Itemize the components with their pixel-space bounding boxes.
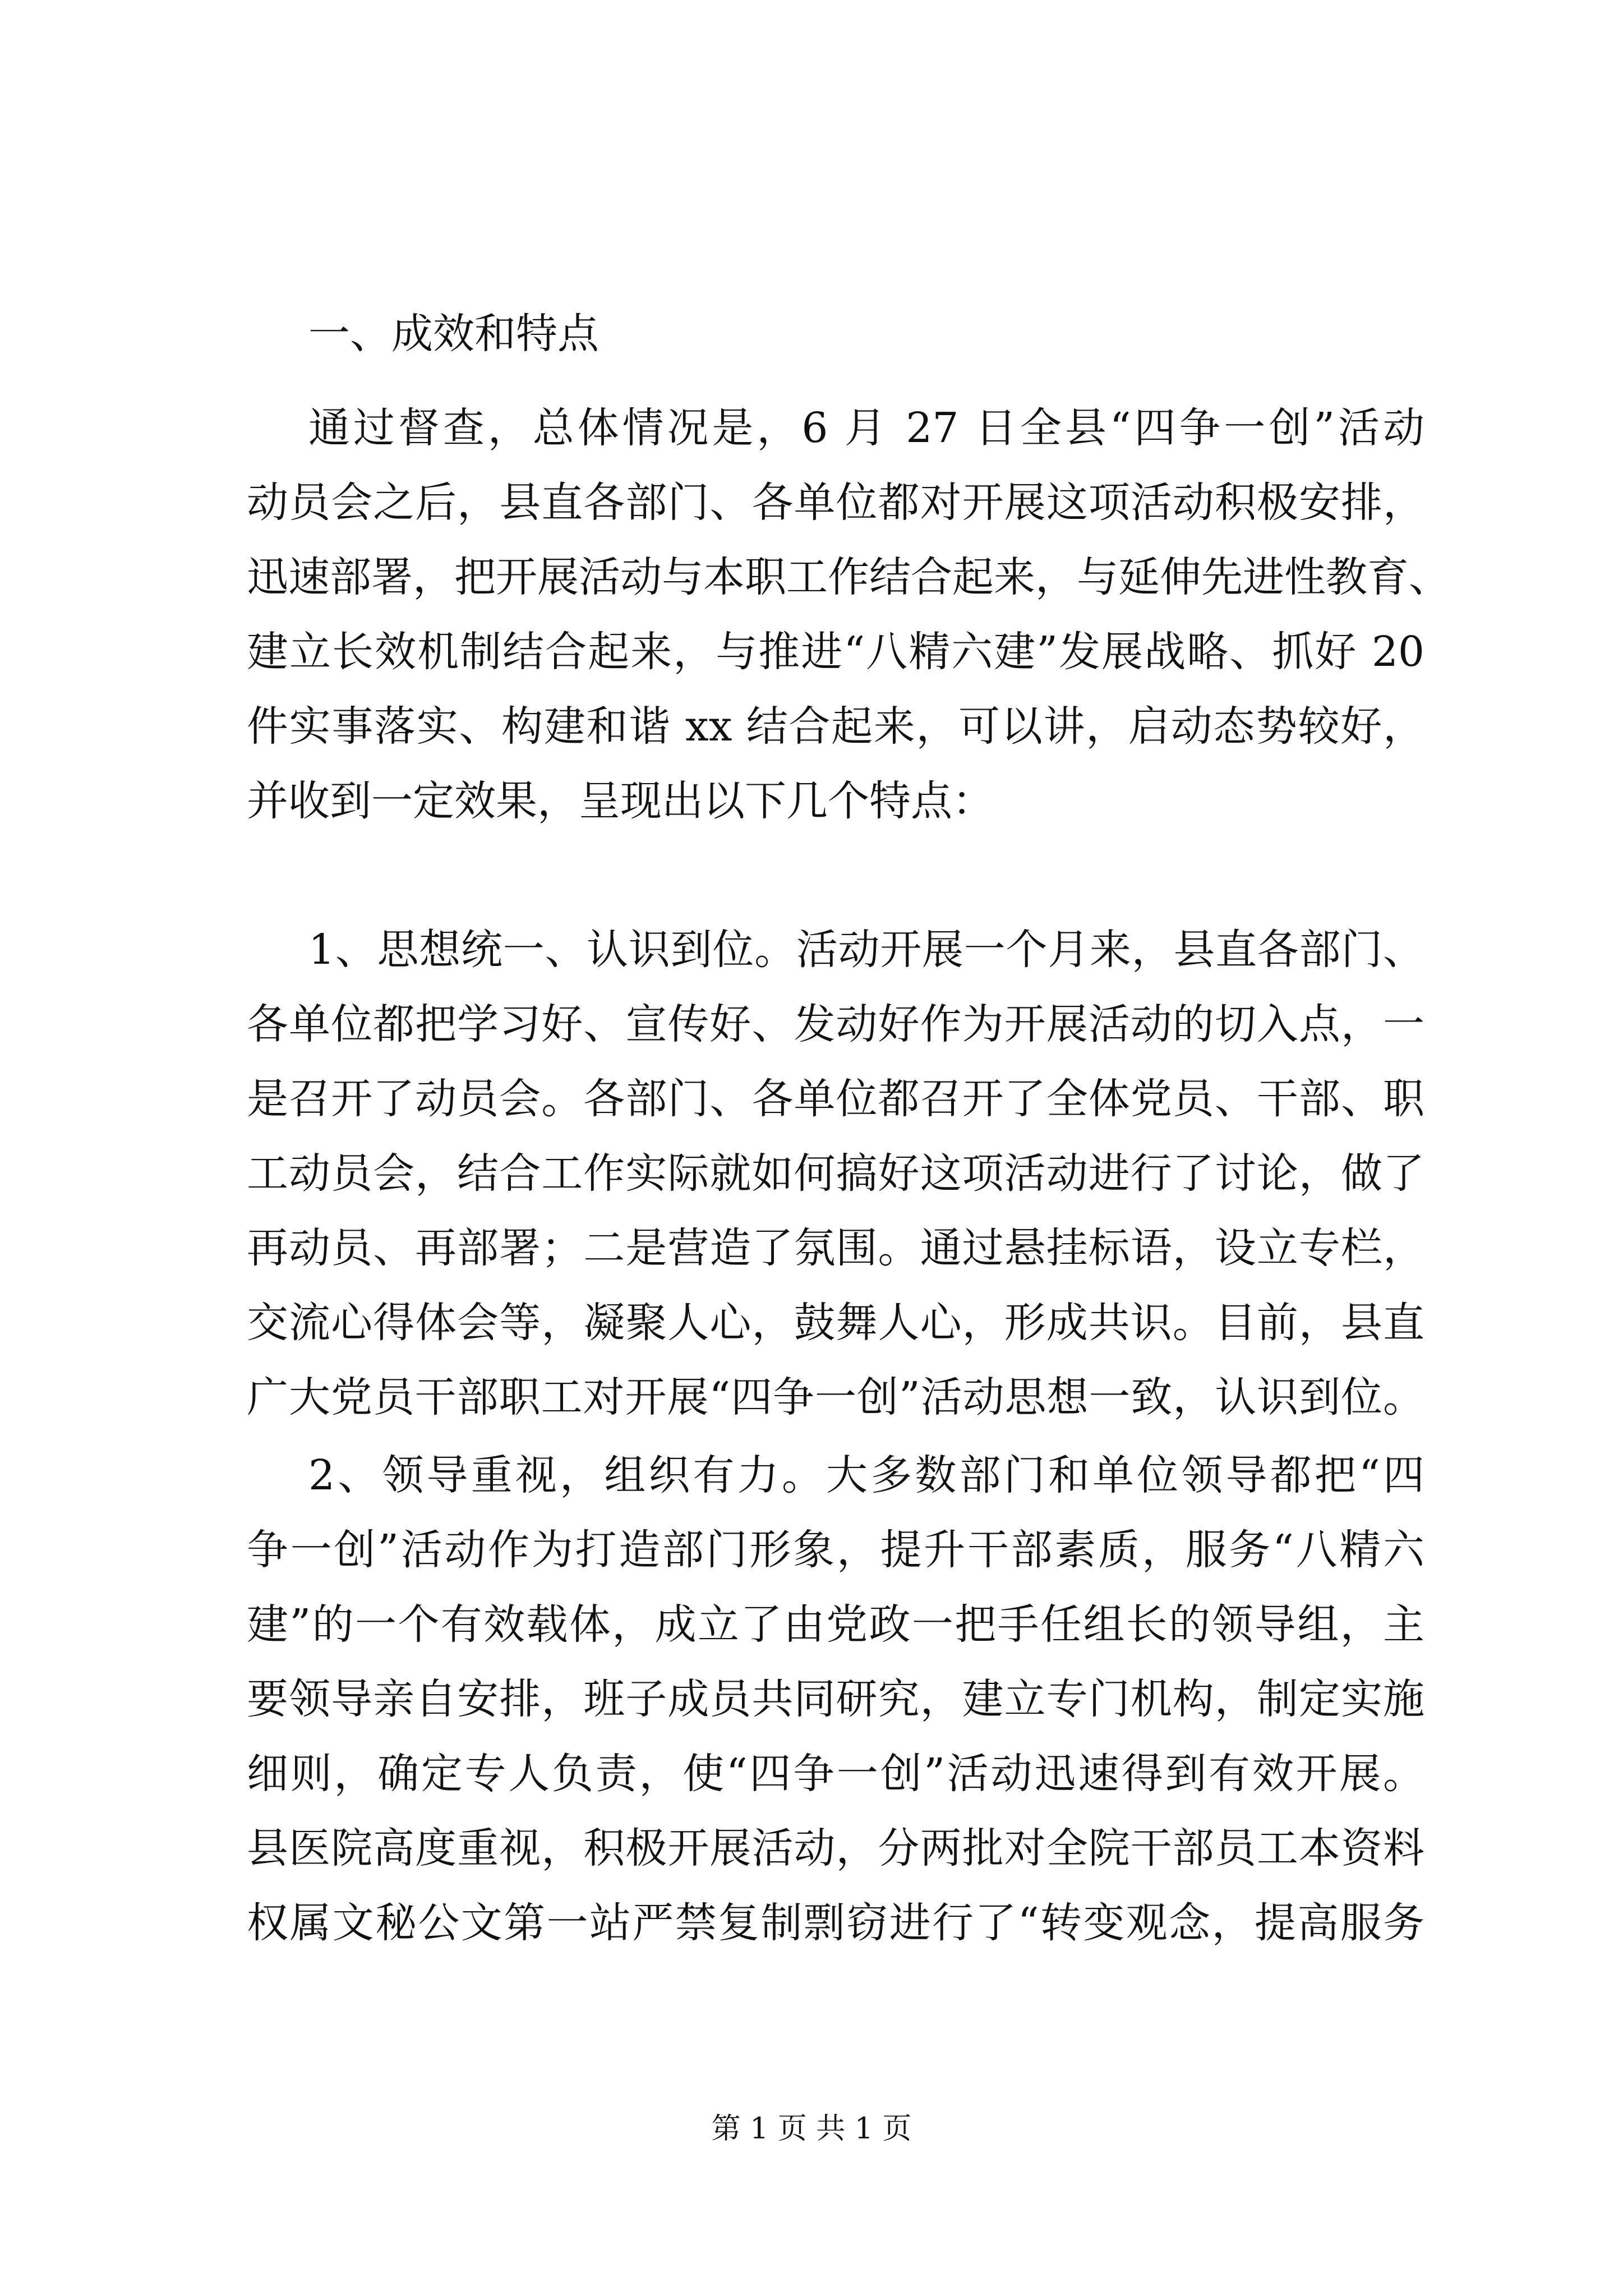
text-line: 工动员会，结合工作实际就如何搞好这项活动进行了讨论，做了	[247, 1149, 1424, 1198]
text-line: 争一创”活动作为打造部门形象，提升干部素质，服务“八精六	[247, 1526, 1424, 1574]
text-line: 细则，确定专人负责，使“四争一创”活动迅速得到有效开展。	[247, 1750, 1424, 1798]
text-line: 县医院高度重视，积极开展活动，分两批对全院干部员工本资料	[247, 1824, 1424, 1872]
text-line: 迅速部署，把开展活动与本职工作结合起来，与延伸先进性教育、	[247, 553, 1450, 601]
text-line: 2、领导重视，组织有力。大多数部门和单位领导都把“四	[308, 1451, 1424, 1499]
text-line: 建”的一个有效载体，成立了由党政一把手任组长的领导组，主	[247, 1600, 1424, 1649]
text-line: 各单位都把学习好、宣传好、发动好作为开展活动的切入点，一	[247, 1000, 1424, 1048]
text-line: 广大党员干部职工对开展“四争一创”活动思想一致，认识到位。	[247, 1373, 1424, 1421]
text-line: 是召开了动员会。各部门、各单位都召开了全体党员、干部、职	[247, 1075, 1424, 1123]
text-line: 并收到一定效果，呈现出以下几个特点：	[247, 777, 994, 825]
text-line: 再动员、再部署；二是营造了氛围。通过悬挂标语，设立专栏，	[247, 1224, 1424, 1272]
text-line: 通过督查，总体情况是，6 月 27 日全县“四争一创”活动	[308, 404, 1424, 452]
section-heading: 一、成效和特点	[308, 310, 599, 358]
paragraph-point-1	[247, 913, 1424, 1435]
text-line: 权属文秘公文第一站严禁复制剽窃进行了“转变观念，提高服务	[247, 1899, 1424, 1947]
text-line: 建立长效机制结合起来，与推进“八精六建”发展战略、抓好 20	[247, 628, 1424, 676]
text-line: 件实事落实、构建和谐 xx 结合起来，可以讲，启动态势较好，	[247, 702, 1424, 751]
page-footer: 第 1 页 共 1 页	[711, 2112, 912, 2146]
text-line: 1、思想统一、认识到位。活动开展一个月来，县直各部门、	[308, 926, 1424, 974]
text-line: 要领导亲自安排，班子成员共同研究，建立专门机构，制定实施	[247, 1675, 1424, 1723]
paragraph-overview	[247, 391, 1450, 839]
text-line: 交流心得体会等，凝聚人心，鼓舞人心，形成共识。目前，县直	[247, 1299, 1424, 1347]
paragraph-point-2	[247, 1438, 1424, 1961]
text-line: 动员会之后，县直各部门、各单位都对开展这项活动积极安排，	[247, 478, 1424, 527]
